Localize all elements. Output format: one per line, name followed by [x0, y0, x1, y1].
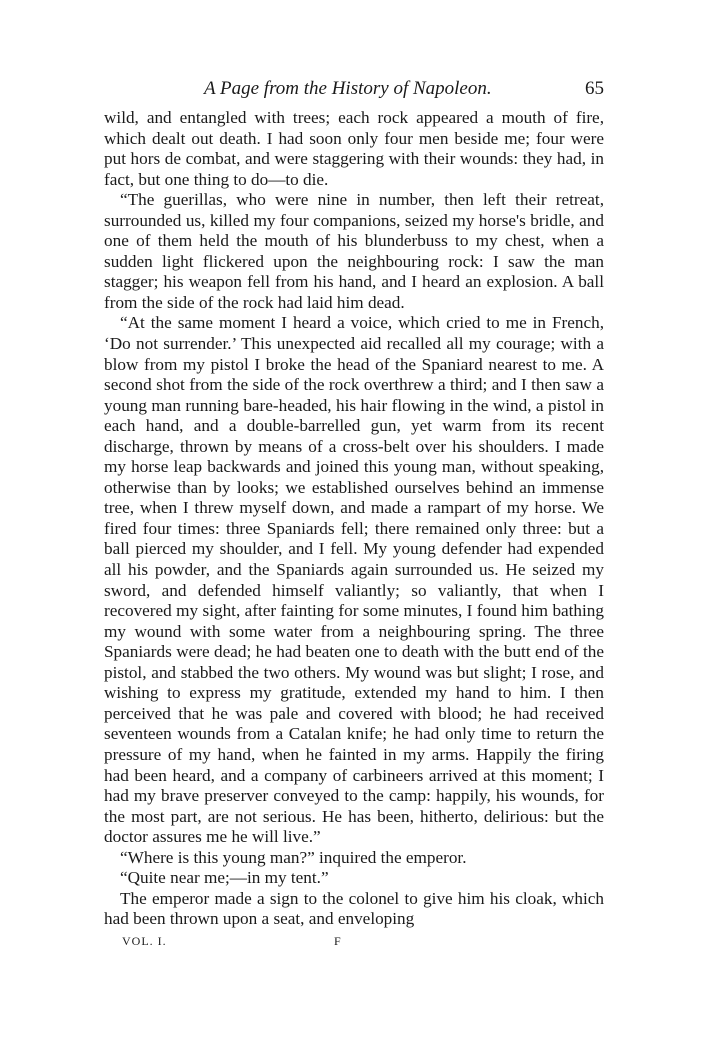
- paragraph: “The guerillas, who were nine in number, then left their retreat, surrounded us, killed my four companions, seized my horse's bridle, and one of them held the mouth of his blunderbuss to my chest, when a sudden light flickered upon the neighbouring rock: I saw the man stagger; his weapon fell from his hand, and I heard an explosion. A ball from the side of the rock had laid him dead.: [104, 190, 604, 312]
- running-title: A Page from the History of Napoleon.: [204, 78, 492, 99]
- signature-mark: F: [334, 933, 342, 948]
- volume-label: VOL. I.: [122, 933, 167, 948]
- body-text: [104, 108, 604, 930]
- page-footer: [104, 932, 604, 954]
- book-page: [104, 78, 604, 954]
- paragraph: “Quite near me;—in my tent.”: [120, 868, 329, 888]
- page-header: [104, 78, 604, 108]
- paragraph: “Where is this young man?” inquired the emperor.: [120, 847, 467, 867]
- paragraph: The emperor made a sign to the colonel to give him his cloak, which had been thrown upon a seat, and enveloping: [104, 888, 604, 929]
- paragraph: “At the same moment I heard a voice, which cried to me in French, ‘Do not surrender.’ This unexpected aid recalled all my courage; with a blow from my pistol I broke the head of the Spaniard nearest to me. A second shot from the side of the rock overthrew a third; and I then saw a young man running bare-headed, his hair flowing in the wind, a pistol in each hand, and a double-barrelled gun, yet warm from its recent discharge, thrown by means of a cross-belt over his shoulders. I made my horse leap backwards and joined this young man, without speaking, otherwise than by looks; we established ourselves behind an immense tree, when I threw myself down, and made a rampart of my horse. We fired four times: three Spaniards fell; there remained only three: but a ball pierced my shoulder, and I fell. My young defender had expended all his powder, and the Spaniards again surrounded us. He seized my sword, and defended himself valiantly; so valiantly, that when I recovered my sight, after fainting for some minutes, I found him bathing my wound with some water from a neighbouring spring. The three Spaniards were dead; he had beaten one to death with the butt end of the pistol, and stabbed the two others. My wound was but slight; I rose, and wishing to express my gratitude, extended my hand to him. I then perceived that he was pale and covered with blood; he had received seventeen wounds from a Catalan knife; he had only time to return the pressure of my hand, when he fainted in my arms. Happily the firing had been heard, and a company of carbineers arrived at this moment; I had my brave preserver conveyed to the camp: happily, his wounds, for the most part, are not serious. He has been, hitherto, delirious: but the doctor assures me he will live.”: [104, 313, 604, 847]
- page-number: 65: [585, 78, 604, 99]
- paragraph: wild, and entangled with trees; each rock appeared a mouth of fire, which dealt out death. I had soon only four men beside me; four were put hors de combat, and were staggering with their wounds: they had, in fact, but one thing to do—to die.: [104, 108, 604, 189]
